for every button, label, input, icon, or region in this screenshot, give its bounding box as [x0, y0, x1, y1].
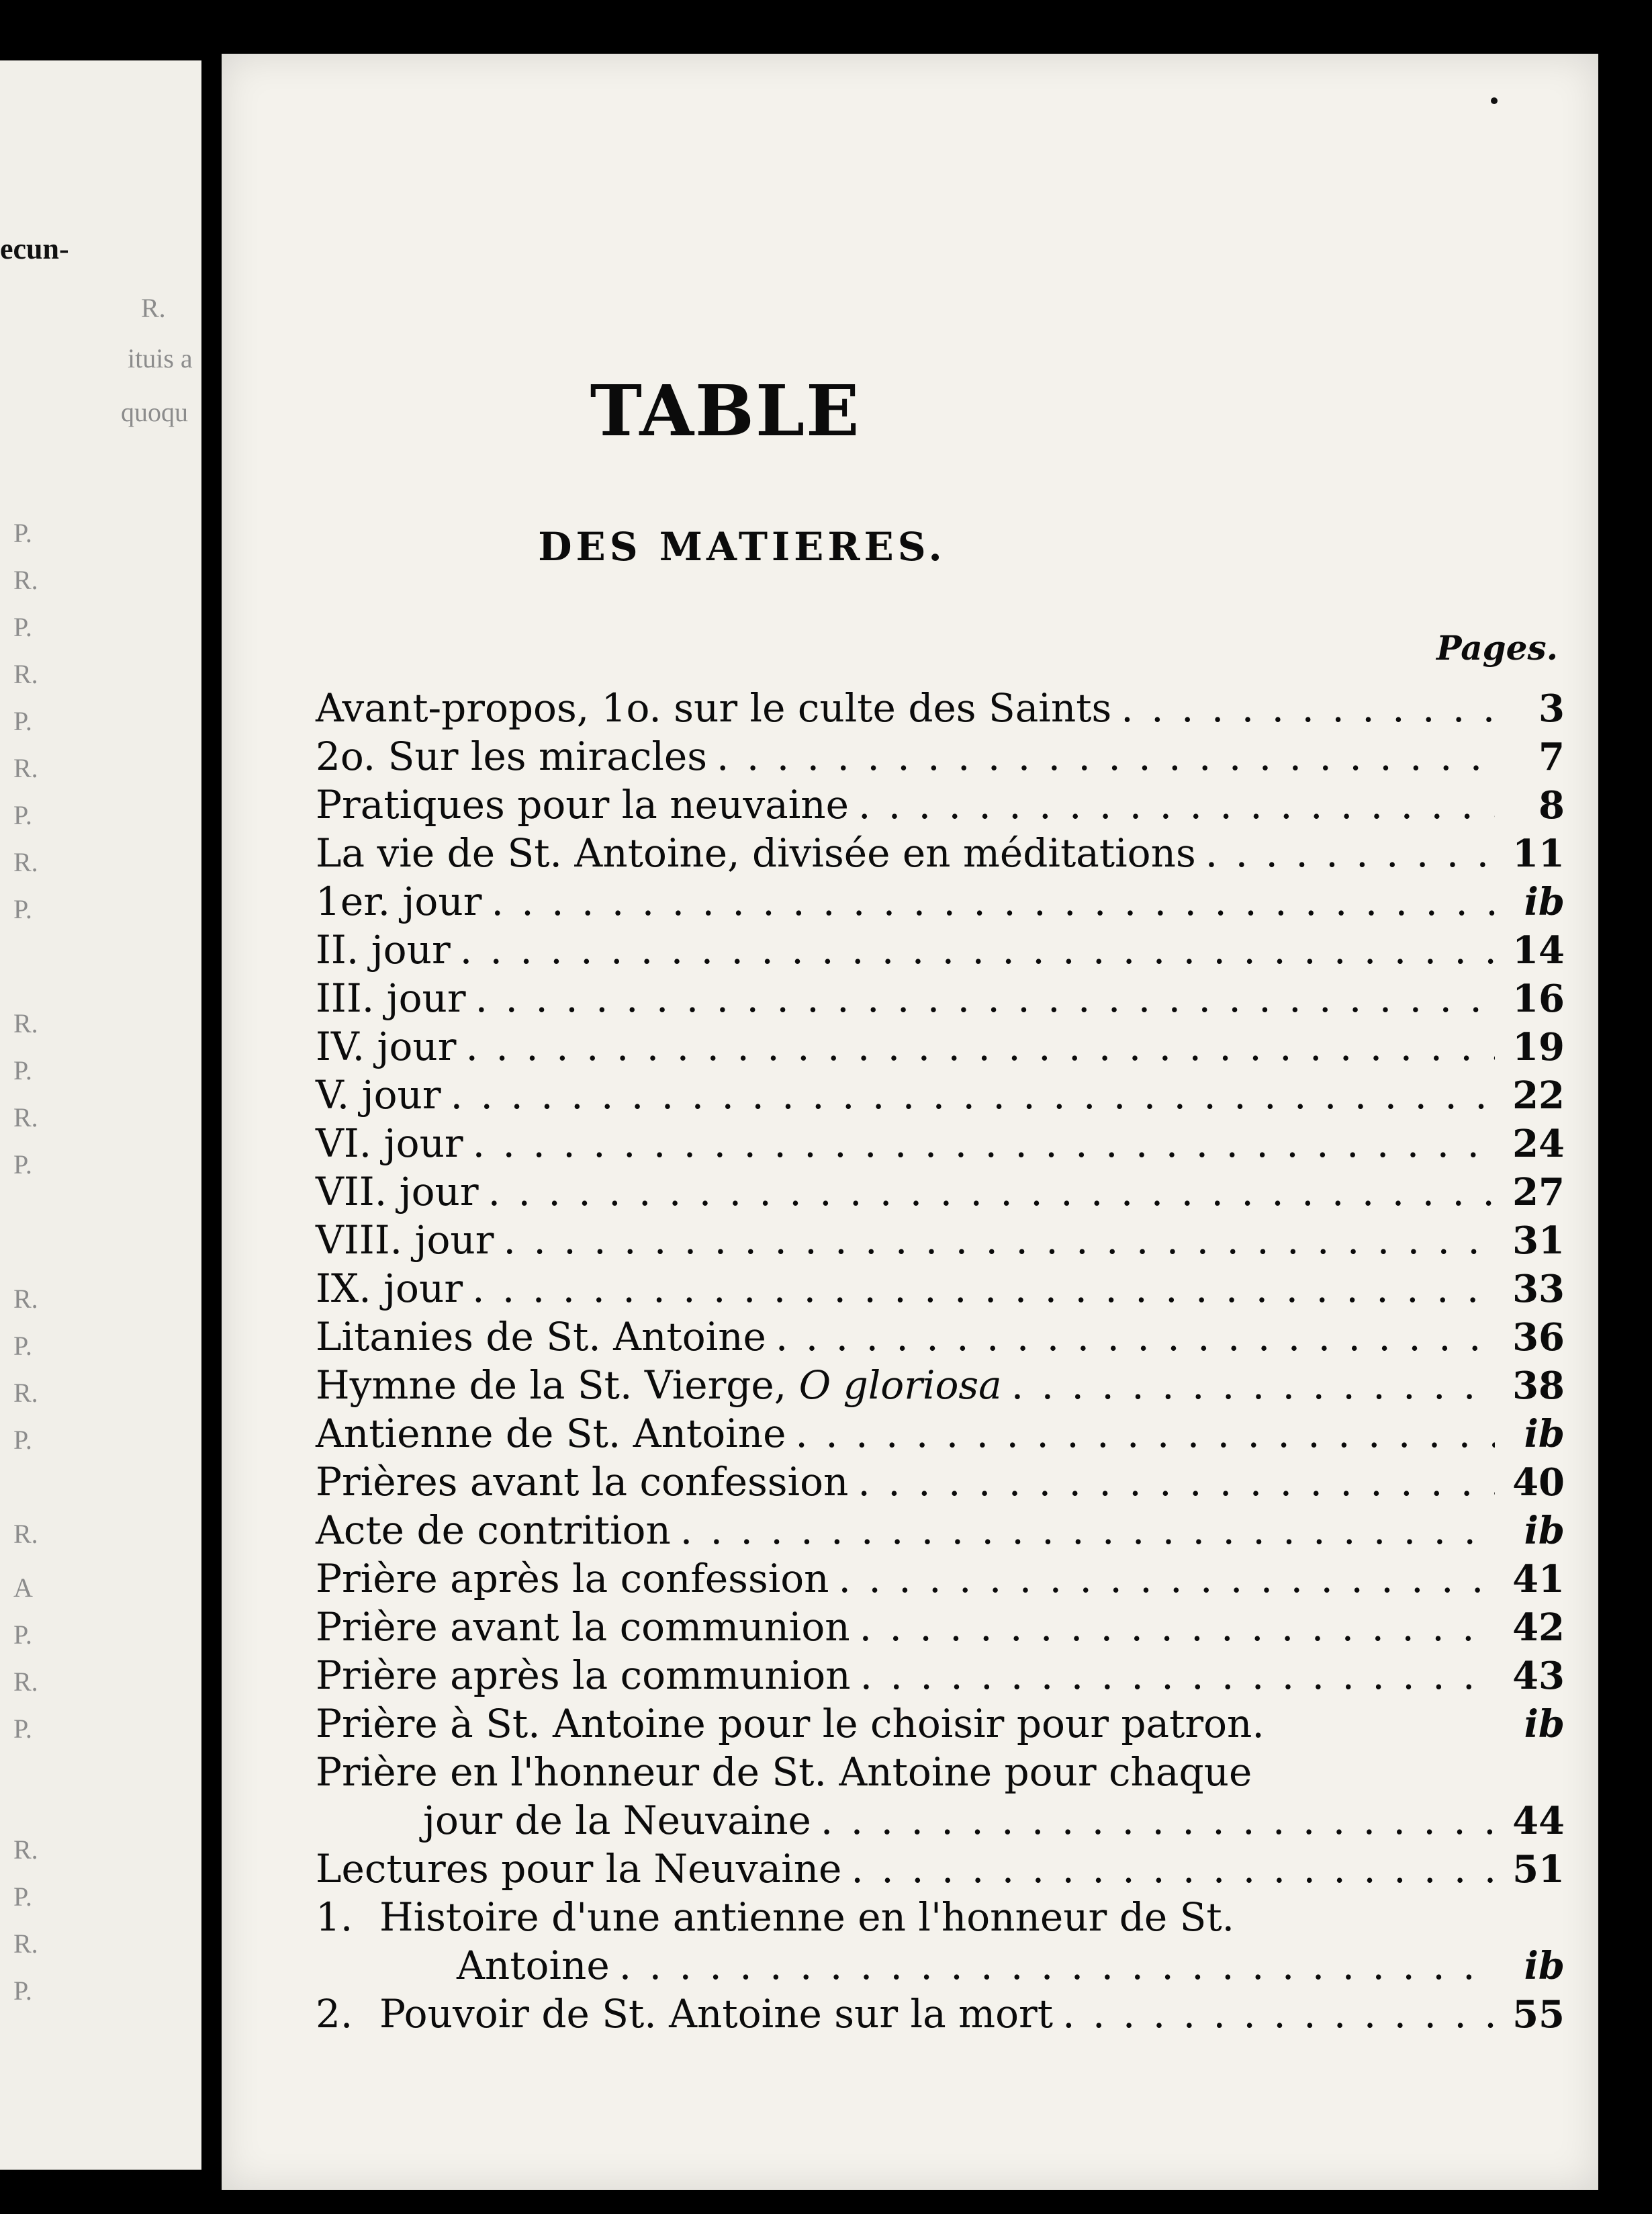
toc-entry-label: Pratiques pour la neuvaine	[316, 782, 849, 828]
left-page-text: P.	[13, 612, 32, 642]
left-page-text: ituis a	[128, 343, 193, 373]
toc-leader-dots	[1121, 685, 1495, 731]
toc-entry	[316, 975, 1565, 1024]
left-page-text: R.	[13, 753, 38, 783]
toc-entry	[316, 1556, 1565, 1604]
toc-entry-page: ib	[1524, 1944, 1565, 1988]
toc-entry-label: IX. jour	[316, 1266, 463, 1311]
toc-leader-dots	[491, 879, 1495, 924]
toc-leader-dots	[860, 1652, 1495, 1698]
toc-leader-dots	[776, 1314, 1495, 1360]
toc-leader-dots	[1011, 1362, 1495, 1408]
left-page-text: P.	[13, 1149, 32, 1180]
left-page-text: R.	[13, 1834, 38, 1865]
toc-entry-page: 8	[1539, 783, 1565, 828]
left-page-text: R.	[13, 659, 38, 689]
left-page-text: R.	[13, 1102, 38, 1133]
book-gutter	[201, 60, 222, 2170]
toc-entry-label: Litanies de St. Antoine	[316, 1314, 766, 1360]
toc-entry	[316, 1266, 1565, 1314]
left-page-text: P.	[13, 1055, 32, 1086]
toc-leader-dots	[858, 782, 1495, 828]
toc-entry-label-text: Hymne de la St. Vierge,	[316, 1362, 787, 1408]
left-page-text: quoqu	[121, 397, 188, 427]
toc-leader-dots	[503, 1217, 1495, 1263]
left-page-fragment	[0, 60, 201, 2170]
left-page-text: P.	[13, 894, 32, 924]
toc-entry-label	[316, 1894, 1234, 1940]
toc-leader-dots	[466, 1024, 1495, 1069]
toc-entry-page: 14	[1512, 928, 1565, 973]
left-page-text: P.	[13, 518, 32, 548]
page-subtitle: DES MATIERES.	[538, 524, 946, 570]
toc-entry-page: 33	[1512, 1267, 1565, 1311]
toc-entry-page: 40	[1512, 1460, 1565, 1505]
left-page-text: P.	[13, 1976, 32, 2006]
toc-entry-label: VI. jour	[316, 1120, 463, 1166]
pages-column-header: Pages.	[1436, 628, 1558, 668]
toc-entry-label-text: Pouvoir de St. Antoine sur la mort	[379, 1991, 1054, 2037]
toc-entry-label-italic: O gloriosa	[798, 1362, 1002, 1408]
toc-entry-page: 44	[1512, 1799, 1565, 1843]
toc-entry-label	[316, 1991, 1053, 2037]
toc-entry	[316, 1120, 1565, 1169]
toc-entry-label: La vie de St. Antoine, divisée en méditations	[316, 830, 1196, 876]
toc-entry	[316, 1749, 1565, 1798]
toc-entry-label	[316, 1362, 1002, 1408]
toc-entry	[316, 927, 1565, 975]
left-page-lead-word: ecun-	[0, 232, 69, 265]
left-page-text: R.	[13, 1378, 38, 1408]
toc-entry-label: Antienne de St. Antoine	[316, 1411, 786, 1456]
toc-entry-page: 51	[1512, 1847, 1565, 1892]
left-page-text: R.	[13, 847, 38, 877]
toc-entry	[316, 1507, 1565, 1556]
toc-entry	[316, 1411, 1565, 1459]
left-page-text: P.	[13, 706, 32, 736]
toc-leader-dots	[795, 1411, 1495, 1456]
left-page-text: P.	[13, 1425, 32, 1455]
toc-list	[316, 685, 1565, 2039]
toc-entry	[316, 830, 1565, 879]
toc-entry-page: ib	[1524, 1702, 1565, 1746]
toc-entry	[316, 1846, 1565, 1894]
toc-entry	[316, 1314, 1565, 1362]
toc-leader-dots	[858, 1459, 1495, 1505]
toc-leader-dots	[860, 1604, 1495, 1650]
toc-leader-dots	[472, 1266, 1495, 1311]
toc-leader-dots	[680, 1507, 1495, 1553]
toc-leader-dots	[475, 975, 1495, 1021]
toc-entry-label: VII. jour	[316, 1169, 479, 1214]
toc-entry	[316, 1894, 1565, 1943]
toc-entry-label: 1er. jour	[316, 879, 482, 924]
toc-entry-page: 36	[1512, 1315, 1565, 1360]
toc-entry-page: ib	[1524, 1412, 1565, 1456]
toc-entry	[316, 1943, 1565, 1991]
toc-entry	[316, 1604, 1565, 1652]
toc-leader-dots	[619, 1943, 1495, 1988]
toc-entry	[316, 1991, 1565, 2039]
left-page-text: A	[13, 1573, 33, 1603]
toc-entry	[316, 1459, 1565, 1507]
left-page-text: R.	[13, 1667, 38, 1697]
toc-entry-label: Prière après la communion	[316, 1652, 851, 1698]
toc-entry-label: Prière après la confession	[316, 1556, 829, 1601]
toc-leader-dots	[839, 1556, 1495, 1601]
toc-entry-label: Lectures pour la Neuvaine	[316, 1846, 842, 1892]
left-page-text: R.	[13, 1008, 38, 1038]
toc-leader-dots	[460, 927, 1495, 973]
left-page-text: P.	[13, 1620, 32, 1650]
toc-leader-dots	[821, 1798, 1495, 1843]
toc-entry	[316, 782, 1565, 830]
toc-entry-label: jour de la Neuvaine	[423, 1798, 811, 1843]
toc-leader-dots	[717, 734, 1495, 779]
toc-entry-page: 38	[1512, 1364, 1565, 1408]
toc-entry	[316, 1798, 1565, 1846]
toc-entry-number: 2.	[316, 1991, 353, 2037]
left-page-text: P.	[13, 1331, 32, 1361]
toc-entry-page: 11	[1512, 832, 1565, 876]
toc-entry	[316, 1652, 1565, 1701]
toc-entry-page: 42	[1512, 1605, 1565, 1650]
toc-entry-page: 55	[1512, 1992, 1565, 2037]
toc-leader-dots	[1205, 830, 1495, 876]
toc-entry-label: Avant-propos, 1o. sur le culte des Saints	[316, 685, 1112, 731]
toc-entry-page: 24	[1512, 1122, 1565, 1166]
toc-entry	[316, 1024, 1565, 1072]
toc-entry	[316, 1362, 1565, 1411]
toc-entry-label: VIII. jour	[316, 1217, 494, 1263]
toc-entry-label: 2o. Sur les miracles	[316, 734, 707, 779]
toc-entry-page: 7	[1539, 735, 1565, 779]
left-page-text: R.	[141, 293, 166, 323]
toc-entry-page: 43	[1512, 1654, 1565, 1698]
toc-leader-dots	[851, 1846, 1495, 1892]
left-page-text: R.	[13, 1284, 38, 1314]
toc-entry-page: 19	[1512, 1025, 1565, 1069]
toc-entry-page: ib	[1524, 1509, 1565, 1553]
toc-entry	[316, 1217, 1565, 1266]
ink-speck	[1491, 97, 1498, 104]
toc-entry	[316, 879, 1565, 927]
toc-entry-label: Prière à St. Antoine pour le choisir pour patron.	[316, 1701, 1265, 1746]
left-page-text: R.	[13, 1929, 38, 1959]
toc-entry-label: Prière en l'honneur de St. Antoine pour chaque	[316, 1749, 1252, 1795]
toc-entry-label: IV. jour	[316, 1024, 457, 1069]
toc-entry-number: 1.	[316, 1894, 353, 1940]
toc-entry-page: ib	[1524, 880, 1565, 924]
toc-entry-page: 22	[1512, 1073, 1565, 1118]
toc-entry-page: 41	[1512, 1557, 1565, 1601]
toc-entry	[316, 734, 1565, 782]
toc-entry-label: V. jour	[316, 1072, 441, 1118]
toc-entry	[316, 1701, 1565, 1749]
page-title: TABLE	[590, 369, 861, 452]
toc-entry-label-text: Histoire d'une antienne en l'honneur de St.	[379, 1894, 1235, 1940]
left-page-text: P.	[13, 1714, 32, 1744]
left-page-text: P.	[13, 1881, 32, 1912]
toc-entry-label: II. jour	[316, 927, 451, 973]
toc-leader-dots	[488, 1169, 1495, 1214]
toc-entry-page: 3	[1539, 687, 1565, 731]
toc-entry-label: Prière avant la communion	[316, 1604, 850, 1650]
toc-leader-dots	[451, 1072, 1495, 1118]
toc-entry-label: III. jour	[316, 975, 466, 1021]
left-page-text: P.	[13, 800, 32, 830]
left-page-text: R.	[13, 1519, 38, 1549]
left-page-text: R.	[13, 565, 38, 595]
toc-entry-page: 16	[1512, 977, 1565, 1021]
toc-entry	[316, 1169, 1565, 1217]
toc-entry-page: 27	[1512, 1170, 1565, 1214]
toc-entry-label: Antoine	[457, 1943, 610, 1988]
toc-leader-dots	[1062, 1991, 1495, 2037]
table-of-contents-page	[222, 54, 1598, 2190]
toc-entry-label: Prières avant la confession	[316, 1459, 849, 1505]
toc-leader-dots	[473, 1120, 1495, 1166]
toc-entry-label: Acte de contrition	[316, 1507, 671, 1553]
toc-entry-page: 31	[1512, 1219, 1565, 1263]
toc-entry	[316, 1072, 1565, 1120]
toc-entry	[316, 685, 1565, 734]
